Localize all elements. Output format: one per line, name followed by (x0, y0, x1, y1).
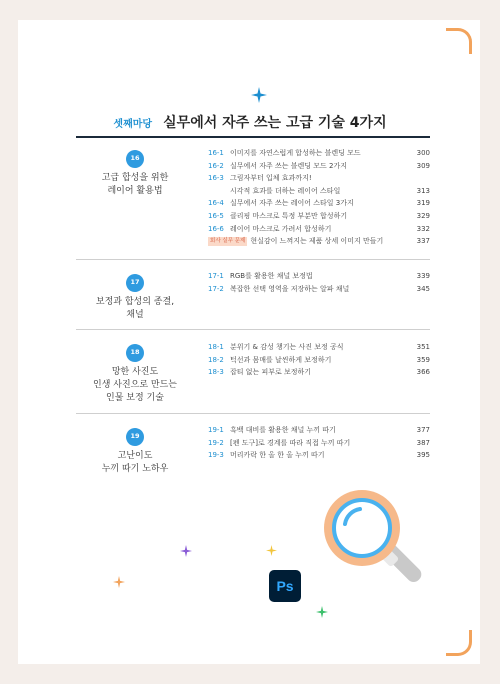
section-divider (76, 259, 430, 260)
toc-item[interactable]: 17-1 RGB를 활용한 채널 보정법 339 (208, 272, 430, 280)
chapter-title: 고급 합성을 위한 레이어 활용법 (101, 173, 169, 196)
toc-item[interactable]: 18-2 턱선과 몸매를 날씬하게 보정하기 359 (208, 355, 430, 364)
toc-item[interactable]: 16-3 그림자부터 입체 효과까지! (208, 174, 312, 183)
chapter-items (208, 147, 430, 248)
sparkle-icon (316, 606, 328, 618)
corner-decoration-bottom-right (446, 630, 472, 656)
sparkle-icon (251, 87, 267, 103)
chapter-section-19 (76, 416, 430, 486)
chapter-badge: 18 (126, 344, 144, 362)
section-divider (76, 413, 430, 414)
toc-item[interactable]: 19-1 흑백 대비를 활용한 채널 누끼 따기 377 (208, 426, 430, 434)
chapter-heading (76, 344, 194, 405)
corner-decoration-top-right (446, 28, 472, 54)
part-label: 셋째마당 (113, 119, 153, 130)
chapter-title: 망한 사진도 인생 사진으로 만드는 인물 보정 기술 (93, 367, 177, 403)
chapter-badge: 19 (126, 428, 144, 446)
chapter-items (208, 270, 430, 295)
chapter-section-16 (76, 138, 430, 260)
toc-item-continuation[interactable]: 시각적 효과를 더하는 레이어 스타일 313 (230, 186, 430, 195)
chapter-heading (76, 428, 194, 476)
chapter-items (208, 341, 430, 379)
chapter-title: 고난이도 누끼 따기 노하우 (101, 451, 169, 474)
toc-item[interactable]: 18-3 잡티 없는 피부로 보정하기 366 (208, 368, 430, 377)
sparkle-icon (180, 545, 192, 557)
chapter-badge: 17 (126, 274, 144, 292)
part-title: 실무에서 자주 쓰는 고급 기술 4가지 (163, 115, 387, 131)
chapter-items (208, 424, 430, 462)
toc-item[interactable]: 16-4 실무에서 자주 쓰는 레이어 스타일 3가지 319 (208, 199, 430, 208)
magnifier-icon (322, 488, 432, 600)
section-divider (76, 329, 430, 330)
sparkle-icon (113, 576, 125, 588)
chapter-badge: 16 (126, 150, 144, 168)
toc-item[interactable]: 17-2 복잡한 선택 영역을 저장하는 알파 채널 345 (208, 284, 430, 293)
toc-item[interactable]: 18-1 분위기 & 감성 챙기는 사진 보정 공식 351 (208, 343, 430, 351)
chapter-section-18 (76, 332, 430, 414)
toc-item-special[interactable]: 회사 실무 문제 현실감이 느껴지는 제품 상세 이미지 만들기 337 (210, 237, 430, 246)
photoshop-icon: Ps (269, 570, 301, 602)
toc-item[interactable]: 19-2 [펜 도구]로 경계를 따라 직접 누끼 따기 387 (208, 438, 430, 447)
chapter-section-17 (76, 262, 430, 330)
toc-item[interactable]: 16-2 실무에서 자주 쓰는 블렌딩 모드 2가지 309 (208, 161, 430, 170)
part-header (0, 112, 500, 132)
toc-item[interactable]: 19-3 머리카락 한 올 한 올 누끼 따기 395 (208, 451, 430, 460)
special-badge: 회사 실무 문제 (210, 237, 246, 244)
toc-item[interactable]: 16-5 클리핑 마스크로 특정 부분만 합성하기 329 (208, 211, 430, 220)
toc-item[interactable]: 16-6 레이어 마스크로 가려서 합성하기 332 (208, 224, 430, 233)
toc-item[interactable]: 16-1 이미지를 자연스럽게 합성하는 블렌딩 모드 300 (208, 149, 430, 157)
chapter-heading (76, 274, 194, 322)
sparkle-icon (266, 545, 277, 556)
chapter-title: 보정과 합성의 종결, 채널 (95, 297, 175, 320)
chapter-heading (76, 150, 194, 198)
